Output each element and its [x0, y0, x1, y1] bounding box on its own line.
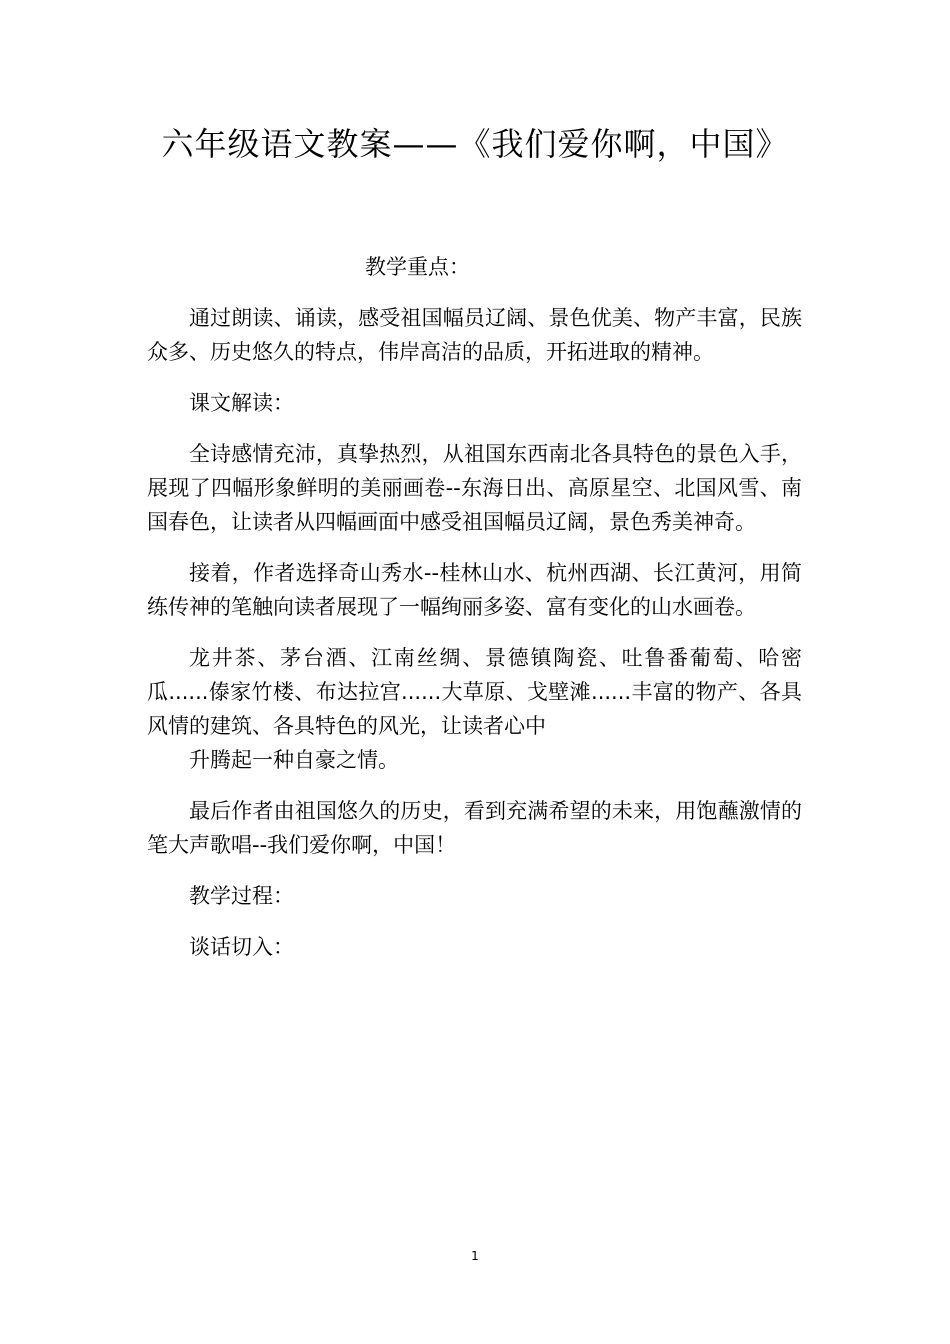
document-body [147, 301, 802, 981]
page-number: 1 [471, 1249, 479, 1263]
paragraph-interpretation-heading: 课文解读： [189, 391, 294, 415]
paragraph-process-heading: 教学过程： [189, 884, 294, 908]
paragraph-interpretation-3: 龙井茶、茅台酒、江南丝绸、景德镇陶瓷、吐鲁番葡萄、哈密瓜......傣家竹楼、布达拉宫......大草原、戈壁滩......丰富的物产、各具风情的建筑、各具特色的风光，让读者心中 [147, 646, 802, 738]
paragraph-interpretation-1: 全诗感情充沛，真挚热烈，从祖国东西南北各具特色的景色入手，展现了四幅形象鲜明的美丽画卷--东海日出、高原星空、北国风雪、南国春色，让读者从四幅画面中感受祖国幅员辽阔，景色秀美神奇。 [147, 442, 802, 534]
teaching-focus-heading: 教学重点： [365, 255, 470, 279]
paragraph-interpretation-3-continued: 升腾起一种自豪之情。 [189, 748, 399, 772]
document-title: 六年级语文教案——《我们爱你啊，中国》 [161, 125, 789, 163]
paragraph-focus-content: 通过朗读、诵读，感受祖国幅员辽阔、景色优美、物产丰富，民族众多、历史悠久的特点，伟岸高洁的品质，开拓进取的精神。 [147, 306, 802, 364]
paragraph-interpretation-4: 最后作者由祖国悠久的历史，看到充满希望的未来，用饱蘸激情的笔大声歌唱--我们爱你啊，中国！ [147, 799, 802, 857]
paragraph-interpretation-2: 接着，作者选择奇山秀水--桂林山水、杭州西湖、长江黄河，用简练传神的笔触向读者展现了一幅绚丽多姿、富有变化的山水画卷。 [147, 561, 802, 619]
paragraph-intro-heading: 谈话切入： [189, 935, 294, 959]
